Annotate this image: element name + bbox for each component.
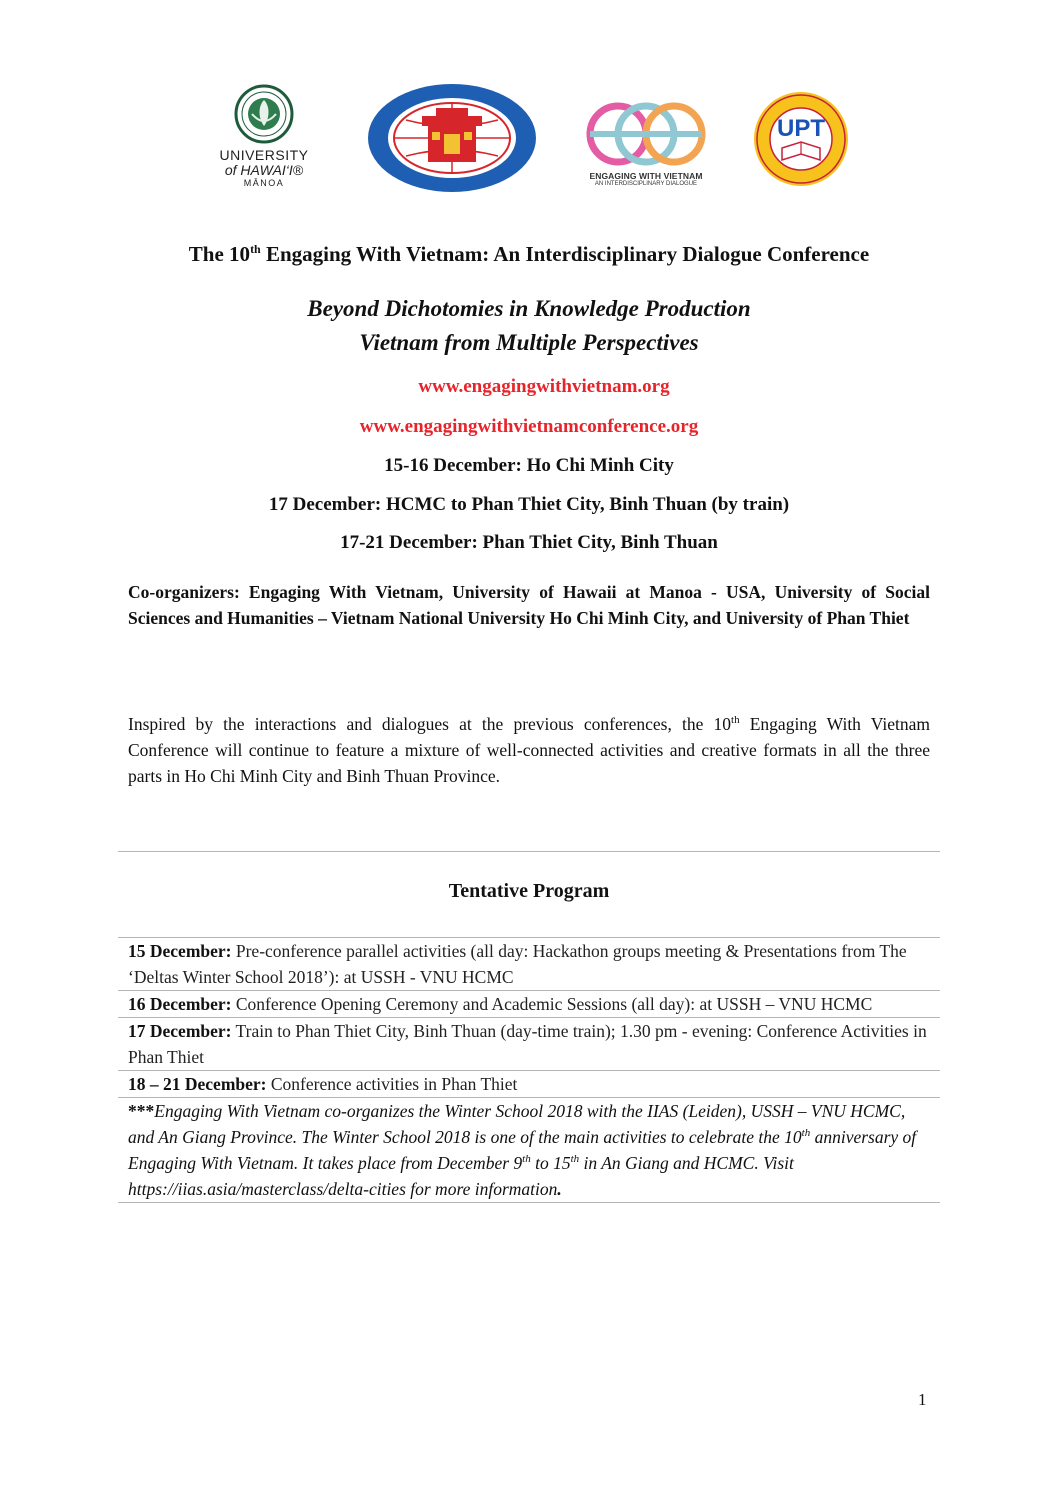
conference-subtitle — [0, 292, 1058, 360]
uh-logo-line2: of HAWAI‘I® — [224, 161, 304, 178]
website-link-2[interactable]: www.engagingwithvietnamconference.org — [359, 416, 699, 437]
uh-seal-icon — [214, 84, 314, 146]
program-row-text: Conference activities in Phan Thiet — [266, 1074, 518, 1094]
program-row-label: 17 December: — [128, 1021, 232, 1041]
ussh-vnu-seal-icon — [366, 82, 538, 194]
website-link-1[interactable]: www.engagingwithvietnam.org — [418, 376, 670, 397]
ussh-vnu-logo — [366, 82, 538, 194]
program-title: Tentative Program — [448, 880, 610, 902]
page-number: 1 — [918, 1390, 927, 1409]
engaging-with-vietnam-logo — [584, 98, 708, 188]
intro-pre: Inspired by the interactions and dialogues at the previous conferences, the 10 — [128, 714, 732, 734]
program-row-text: Conference Opening Ceremony and Academic Sessions (all day): at USSH – VNU HCMC — [231, 994, 873, 1014]
note-sup-3: th — [570, 1153, 580, 1166]
university-of-hawaii-logo — [214, 84, 314, 189]
note-part-3: to 15 — [530, 1153, 571, 1173]
section-divider — [118, 851, 940, 852]
uh-logo-line3: MĀNOA — [243, 178, 285, 189]
subtitle-line-1: Beyond Dichotomies in Knowledge Production — [307, 296, 751, 321]
upt-seal-icon — [752, 90, 850, 188]
program-row — [118, 991, 940, 1018]
program-row — [118, 1071, 940, 1098]
note-stars: *** — [128, 1101, 155, 1121]
note-end: . — [557, 1179, 562, 1199]
title-pre: The 10 — [188, 242, 251, 266]
title-sup: th — [250, 242, 261, 256]
title-post: Engaging With Vietnam: An Interdisciplinary Dialogue Conference — [260, 242, 870, 266]
intro-paragraph — [128, 711, 930, 789]
program-row-text: Pre-conference parallel activities (all day: Hackathon groups meeting & Presentations from The ‘Deltas Winter School 2018’): at USSH - VNU HCMC — [128, 941, 907, 987]
note-part-1: Engaging With Vietnam co-organizes the Winter School 2018 with the IIAS (Leiden), USSH – VNU HCMC, and An Giang Province. The Winter School 2018 is one of the main activities to celebrate the 10 — [128, 1101, 906, 1147]
program-row-label: 18 – 21 December: — [128, 1074, 267, 1094]
coorganizers-paragraph: Co-organizers: Engaging With Vietnam, University of Hawaii at Manoa - USA, University of Social Sciences and Humanities – Vietnam National University Ho Chi Minh City, and University of Phan Thiet — [128, 582, 930, 628]
program-table — [118, 937, 940, 1203]
ewv-logo-line2: AN INTERDISCIPLINARY DIALOGUE — [594, 181, 698, 188]
upt-logo-text: UPT — [777, 115, 825, 142]
date-line-2: 17 December: HCMC to Phan Thiet City, Binh Thuan (by train) — [268, 494, 790, 515]
date-line-3: 17-21 December: Phan Thiet City, Binh Thuan — [340, 532, 718, 553]
note-part-4: in An Giang and HCMC. Visit https://iias.asia/masterclass/delta-cities for more information — [128, 1153, 794, 1199]
program-row-text: Train to Phan Thiet City, Binh Thuan (day-time train); 1.30 pm - evening: Conference Activities in Phan Thiet — [128, 1021, 927, 1067]
program-row — [118, 1018, 940, 1071]
ewv-logo-line1: ENGAGING WITH VIETNAM — [589, 171, 703, 181]
conference-title — [0, 242, 1058, 267]
winter-school-note — [118, 1098, 940, 1203]
date-line-1: 15-16 December: Ho Chi Minh City — [384, 455, 674, 476]
program-row-label: 16 December: — [128, 994, 232, 1014]
program-row-label: 15 December: — [128, 941, 232, 961]
subtitle-line-2: Vietnam from Multiple Perspectives — [359, 330, 699, 355]
program-row — [118, 938, 940, 991]
logo-strip — [0, 82, 1058, 202]
note-sup-2: th — [522, 1153, 531, 1166]
uh-logo-line1: UNIVERSITY — [219, 147, 309, 163]
university-of-phan-thiet-logo — [752, 90, 850, 188]
intro-post: Engaging With Vietnam Conference will continue to feature a mixture of well-connected activities and creative formats in all the three parts in Ho Chi Minh City and Binh Thuan Province. — [128, 714, 930, 786]
note-sup-1: th — [801, 1127, 811, 1140]
ewv-rings-icon — [584, 98, 708, 170]
intro-sup: th — [731, 714, 740, 727]
note-part-2: anniversary of Engaging With Vietnam. It takes place from December 9 — [128, 1127, 917, 1173]
